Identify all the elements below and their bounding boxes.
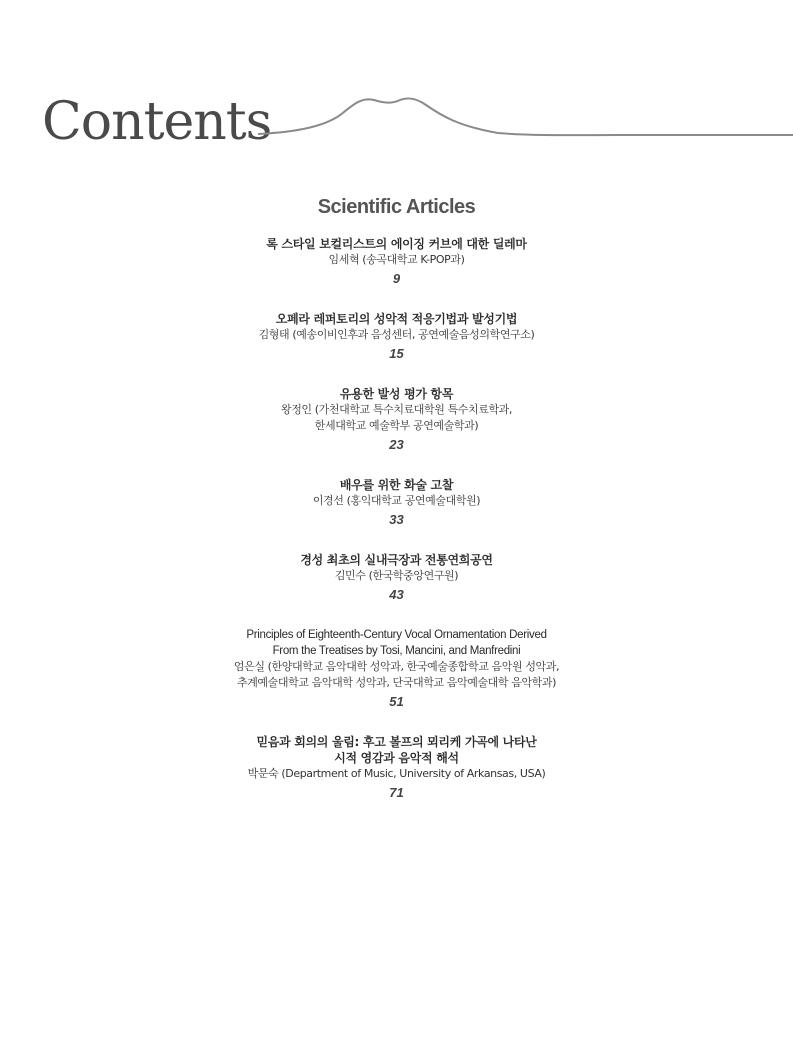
article-page-number[interactable]: 71: [389, 785, 404, 800]
article-page-number[interactable]: 15: [389, 346, 404, 361]
article-entry[interactable]: [150, 311, 643, 363]
article-page-number[interactable]: 51: [389, 694, 404, 709]
article-title[interactable]: 오페라 레퍼토리의 성악적 적응기법과 발성기법: [275, 312, 518, 326]
article-title[interactable]: 시적 영감과 음악적 해석: [334, 751, 459, 765]
article-title[interactable]: 믿음과 회의의 울림: 후고 볼프의 뫼리케 가곡에 나타난: [256, 735, 537, 749]
article-author: 김형태 (예송이비인후과 음성센터, 공연예술음성의학연구소): [258, 328, 535, 341]
article-title[interactable]: 경성 최초의 실내극장과 전통연희공연: [300, 553, 493, 567]
article-page-number[interactable]: 23: [389, 437, 404, 452]
article-title[interactable]: Principles of Eighteenth-Century Vocal Ornamentation Derived: [246, 629, 547, 641]
article-title[interactable]: 록 스타일 보컬리스트의 에이징 커브에 대한 딜레마: [266, 237, 527, 251]
article-title[interactable]: 배우를 위한 화술 고찰: [339, 478, 454, 492]
article-author: 한세대학교 예술학부 공연예술학과): [314, 419, 479, 432]
article-page-number[interactable]: 9: [392, 271, 401, 286]
page-title: Contents: [42, 92, 272, 152]
article-author: 엄은실 (한양대학교 음악대학 성악과, 한국예술종합학교 음악원 성악과,: [233, 660, 560, 673]
article-entry[interactable]: [150, 552, 643, 604]
article-author: 박문숙 (Department of Music, University of Arkansas, USA): [247, 767, 546, 780]
article-author: 김민수 (한국학중앙연구원): [334, 569, 459, 582]
article-entry[interactable]: [150, 477, 643, 529]
article-author: 임세혁 (송곡대학교 K-POP과): [328, 253, 465, 266]
article-page-number[interactable]: 43: [389, 587, 404, 602]
article-page-number[interactable]: 33: [389, 512, 404, 527]
title-decorative-curve: [258, 90, 793, 142]
article-entry[interactable]: [150, 386, 643, 454]
article-title[interactable]: 유용한 발성 평가 항목: [339, 387, 454, 401]
section-heading: Scientific Articles: [317, 196, 476, 218]
article-title[interactable]: From the Treatises by Tosi, Mancini, and Manfredini: [272, 645, 521, 657]
article-author: 이경선 (홍익대학교 공연예술대학원): [312, 494, 481, 507]
article-author: 왕정인 (가천대학교 특수치료대학원 특수치료학과,: [280, 403, 513, 416]
article-entry[interactable]: [150, 236, 643, 288]
article-entry[interactable]: [150, 734, 643, 802]
article-entry[interactable]: [150, 627, 643, 711]
article-list: [150, 236, 643, 802]
article-author: 추계예술대학교 음악대학 성악과, 단국대학교 음악예술대학 음악학과): [236, 676, 557, 689]
